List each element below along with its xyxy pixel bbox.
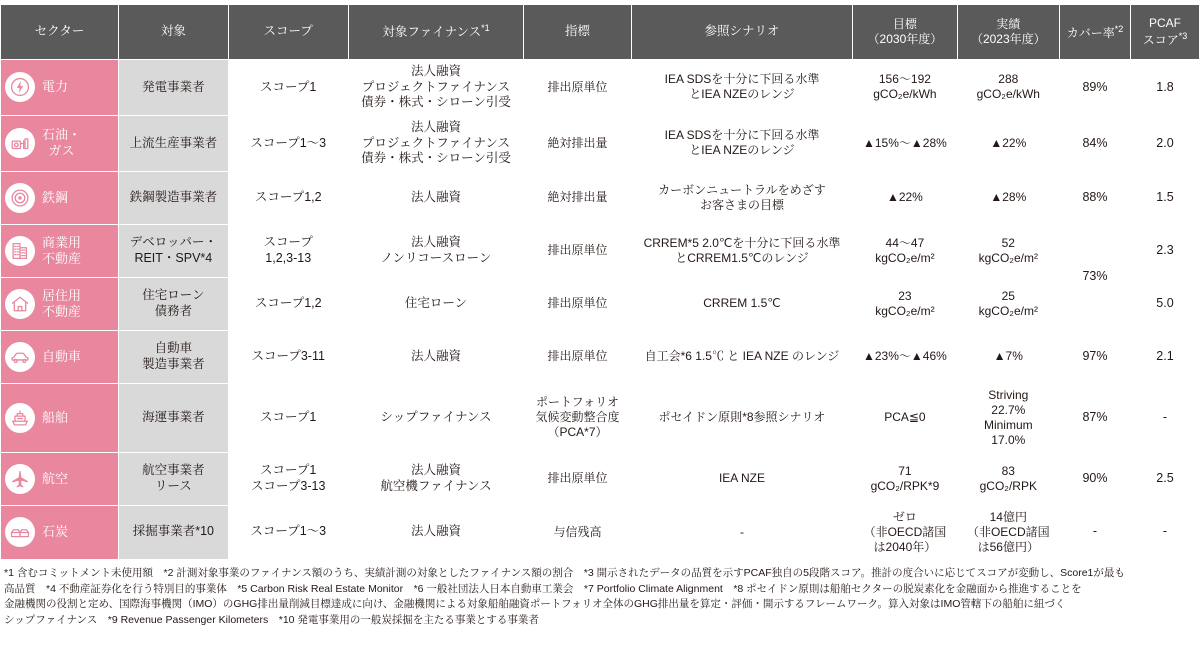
pcaf-cell: 1.8: [1130, 60, 1199, 116]
goal-cell: 44〜47 kgCO₂e/m²: [853, 224, 957, 277]
sector-cell: [1, 224, 119, 277]
header-goal: [853, 5, 957, 60]
finance-cell: 法人融資 プロジェクトファイナンス 債券・株式・シローン引受: [348, 60, 523, 116]
sector-label: 居住用 不動産: [42, 287, 82, 319]
coverage-cell: 97%: [1059, 330, 1130, 383]
sector-label: 船舶: [42, 409, 69, 425]
pcaf-cell: -: [1130, 505, 1199, 559]
oil-gas-icon: [5, 128, 35, 158]
scope-cell: スコープ1,2: [228, 277, 348, 330]
header-actual-l1: 実績: [996, 17, 1021, 31]
target-cell: 鉄鋼製造事業者: [119, 171, 229, 224]
finance-cell: シップファイナンス: [348, 383, 523, 452]
scenario-cell: IEA SDSを十分に下回る水準 とIEA NZEのレンジ: [631, 115, 852, 171]
scenario-cell: -: [631, 505, 852, 559]
table-row: [1, 330, 1200, 383]
goal-cell: ゼロ （非OECD諸国 は2040年）: [853, 505, 957, 559]
sector-cell: [1, 171, 119, 224]
car-icon: [5, 342, 35, 372]
table-row: [1, 383, 1200, 452]
goal-cell: ▲15%〜▲28%: [853, 115, 957, 171]
table-row: [1, 224, 1200, 277]
sector-cell: [1, 330, 119, 383]
coverage-cell: 89%: [1059, 60, 1130, 116]
header-pcaf-l1: PCAF: [1148, 16, 1181, 30]
sector-cell: [1, 505, 119, 559]
coverage-cell: 90%: [1059, 452, 1130, 505]
sector-label: 石油・ ガス: [42, 127, 82, 159]
goal-cell: 156〜192 gCO₂e/kWh: [853, 60, 957, 116]
header-row: [1, 5, 1200, 60]
sector-label: 石炭: [42, 524, 69, 540]
actual-cell: 288 gCO₂e/kWh: [957, 60, 1059, 116]
footnote-line-1: *1 含むコミットメント未使用額 *2 計測対象事業のファイナンス額のうち、実績計測の対象としたファイナンス額の割合 *3 開示されたデータの品質を示すPCAF独自の5段階スコア。推計の度合いに応じてスコアが変動し、Score1が最も: [4, 566, 1125, 579]
finance-cell: 法人融資 プロジェクトファイナンス 債券・株式・シローン引受: [348, 115, 523, 171]
finance-cell: 法人融資: [348, 171, 523, 224]
scope-cell: スコープ3-11: [228, 330, 348, 383]
scope-cell: スコープ1: [228, 60, 348, 116]
actual-cell: ▲28%: [957, 171, 1059, 224]
scenario-cell: IEA SDSを十分に下回る水準 とIEA NZEのレンジ: [631, 60, 852, 116]
goal-cell: 23 kgCO₂e/m²: [853, 277, 957, 330]
footnote-line-3: 金融機関の役割と定め、国際海事機関（IMO）のGHG排出量削減目標達成に向け、金融機関による対象船舶融資ポートフォリオ全体のGHG排出量を算定・評価・開示するフレームワーク。算入対象はIMO管轄下の船舶に紐づく: [4, 598, 1066, 611]
actual-cell: 52 kgCO₂e/m²: [957, 224, 1059, 277]
actual-cell: Striving 22.7% Minimum 17.0%: [957, 383, 1059, 452]
table-row: [1, 60, 1200, 116]
steel-icon: [5, 183, 35, 213]
scenario-cell: ポセイドン原則*8参照シナリオ: [631, 383, 852, 452]
target-cell: 発電事業者: [119, 60, 229, 116]
sector-cell: [1, 452, 119, 505]
target-cell: 採掘事業者*10: [119, 505, 229, 559]
scope-cell: スコープ 1,2,3-13: [228, 224, 348, 277]
header-pcaf-l2: スコア: [1142, 33, 1179, 47]
table-head: [1, 5, 1200, 60]
sector-label: 商業用 不動産: [42, 234, 82, 266]
sector-targets-table: [0, 4, 1200, 560]
kpi-cell: 排出原単位: [524, 277, 632, 330]
actual-cell: ▲22%: [957, 115, 1059, 171]
kpi-cell: ポートフォリオ 気候変動整合度 （PCA*7）: [524, 383, 632, 452]
pcaf-cell: 5.0: [1130, 277, 1199, 330]
header-finance-l1: 対象ファイナンス: [382, 25, 482, 40]
finance-cell: 法人融資: [348, 330, 523, 383]
goal-cell: PCA≦0: [853, 383, 957, 452]
header-actual: [957, 5, 1059, 60]
sector-cell: [1, 60, 119, 116]
scope-cell: スコープ1〜3: [228, 505, 348, 559]
finance-cell: 法人融資 航空機ファイナンス: [348, 452, 523, 505]
sector-label: 電力: [42, 79, 69, 95]
footnote-line-4: シップファイナンス *9 Revenue Passenger Kilometers *10 発電事業用の一般炭採掘を主たる事業とする事業者: [4, 614, 539, 626]
sector-cell: [1, 383, 119, 452]
target-cell: デベロッパー・ REIT・SPV*4: [119, 224, 229, 277]
actual-cell: 25 kgCO₂e/m²: [957, 277, 1059, 330]
target-cell: 自動車 製造事業者: [119, 330, 229, 383]
header-actual-l2: （2023年度）: [970, 32, 1046, 46]
table-row: [1, 277, 1200, 330]
kpi-cell: 排出原単位: [524, 224, 632, 277]
table-row: [1, 505, 1200, 559]
goal-cell: ▲23%〜▲46%: [853, 330, 957, 383]
finance-cell: 住宅ローン: [348, 277, 523, 330]
target-cell: 住宅ローン 債務者: [119, 277, 229, 330]
scenario-cell: カーボンニュートラルをめざす お客さまの目標: [631, 171, 852, 224]
finance-cell: 法人融資: [348, 505, 523, 559]
kpi-cell: 絶対排出量: [524, 171, 632, 224]
scope-cell: スコープ1,2: [228, 171, 348, 224]
coverage-cell: 87%: [1059, 383, 1130, 452]
lightning-icon: [5, 72, 35, 102]
kpi-cell: 排出原単位: [524, 330, 632, 383]
header-finance: [348, 5, 523, 60]
header-finance-sup: *1: [481, 23, 490, 34]
header-sector: [1, 5, 119, 60]
header-scenario-l1: 参照シナリオ: [704, 24, 780, 39]
header-scope-l1: スコープ: [263, 24, 313, 39]
sector-label: 航空: [42, 470, 69, 486]
pcaf-cell: 2.0: [1130, 115, 1199, 171]
header-kpi-l1: 指標: [564, 24, 590, 39]
table-row: [1, 171, 1200, 224]
scope-cell: スコープ1 スコープ3-13: [228, 452, 348, 505]
header-pcaf: [1130, 5, 1199, 60]
kpi-cell: 絶対排出量: [524, 115, 632, 171]
finance-cell: 法人融資 ノンリコースローン: [348, 224, 523, 277]
footnotes: [0, 560, 1200, 629]
scenario-cell: CRREM 1.5℃: [631, 277, 852, 330]
airplane-icon: [5, 464, 35, 494]
table-row: [1, 452, 1200, 505]
scenario-cell: CRREM*5 2.0℃を十分に下回る水準 とCRREM1.5℃のレンジ: [631, 224, 852, 277]
actual-cell: 14億円 （非OECD諸国 は56億円）: [957, 505, 1059, 559]
header-scenario: [631, 5, 852, 60]
coverage-cell: 73%: [1059, 224, 1130, 330]
header-goal-l1: 目標: [892, 17, 917, 31]
pcaf-cell: 2.5: [1130, 452, 1199, 505]
pcaf-cell: 1.5: [1130, 171, 1199, 224]
scenario-cell: IEA NZE: [631, 452, 852, 505]
goal-cell: 71 gCO₂/RPK*9: [853, 452, 957, 505]
pcaf-cell: 2.1: [1130, 330, 1199, 383]
header-coverage: [1059, 5, 1130, 60]
header-target-l1: 対象: [160, 24, 186, 39]
header-pcaf-sup: *3: [1178, 31, 1188, 41]
target-cell: 航空事業者 リース: [119, 452, 229, 505]
coal-icon: [5, 517, 35, 547]
actual-cell: ▲7%: [957, 330, 1059, 383]
coverage-cell: 84%: [1059, 115, 1130, 171]
header-coverage-l1: カバー率: [1066, 25, 1115, 40]
header-sector-l1: セクター: [34, 24, 85, 39]
house-icon: [5, 289, 35, 319]
pcaf-cell: 2.3: [1130, 224, 1199, 277]
sector-label: 自動車: [42, 348, 82, 364]
table-body: [1, 60, 1200, 560]
header-kpi: [524, 5, 632, 60]
pcaf-cell: -: [1130, 383, 1199, 452]
goal-cell: ▲22%: [853, 171, 957, 224]
scope-cell: スコープ1〜3: [228, 115, 348, 171]
kpi-cell: 排出原単位: [524, 452, 632, 505]
kpi-cell: 与信残高: [524, 505, 632, 559]
footnote-line-2: 高品質 *4 不動産証券化を行う特別目的事業体 *5 Carbon Risk Real Estate Monitor *6 一般社団法人日本自動車工業会 *7 Portfolio Climate Alignment *8 ポセイドン原則は船舶セクターの脱炭素化を金融面から推進することを: [4, 582, 1082, 595]
header-target: [119, 5, 229, 60]
table-row: [1, 115, 1200, 171]
header-goal-l2: （2030年度）: [867, 32, 943, 46]
actual-cell: 83 gCO₂/RPK: [957, 452, 1059, 505]
coverage-cell: 88%: [1059, 171, 1130, 224]
sector-cell: [1, 115, 119, 171]
target-cell: 上流生産事業者: [119, 115, 229, 171]
ship-icon: [5, 403, 35, 433]
sector-cell: [1, 277, 119, 330]
header-scope: [228, 5, 348, 60]
header-coverage-sup: *2: [1114, 23, 1124, 34]
kpi-cell: 排出原単位: [524, 60, 632, 116]
coverage-cell: -: [1059, 505, 1130, 559]
scenario-cell: 自工会*6 1.5℃ と IEA NZE のレンジ: [631, 330, 852, 383]
commercial-building-icon: [5, 236, 35, 266]
scope-cell: スコープ1: [228, 383, 348, 452]
target-cell: 海運事業者: [119, 383, 229, 452]
sector-label: 鉄鋼: [42, 189, 69, 205]
